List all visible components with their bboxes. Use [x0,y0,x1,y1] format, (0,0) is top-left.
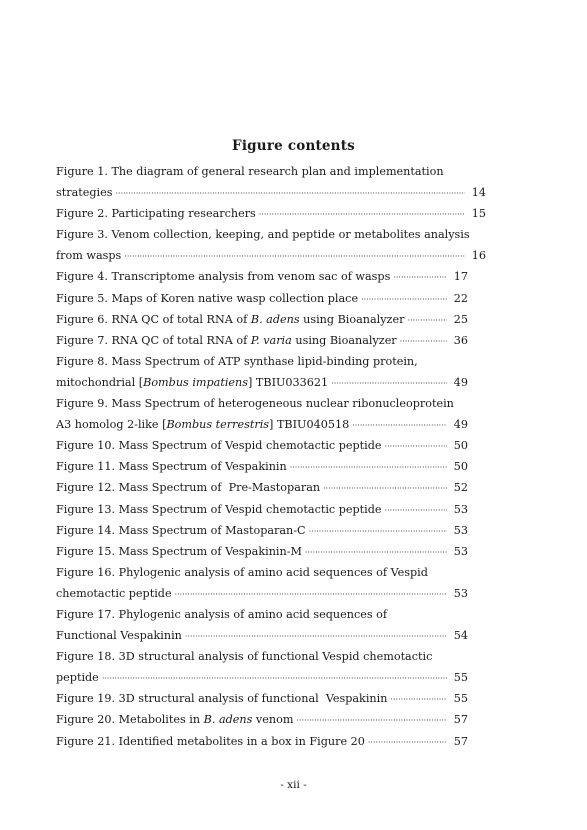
entry-line [56,224,486,245]
entry-text-post: ] TBIU040518 [269,418,350,432]
dot-leader [115,183,465,204]
entry-line[interactable] [56,667,468,688]
entry-page: 54 [453,629,468,643]
dot-leader [331,373,447,394]
entry-text-pre: Figure 7. RNA QC of total RNA of [56,333,251,347]
entry-line[interactable] [56,731,468,752]
entry-text-post: ] TBIU033621 [247,375,329,389]
entry-text-pre: Figure 6. RNA QC of total RNA of [56,312,251,326]
entry-line[interactable] [56,266,468,287]
entry-page: 53 [453,544,468,558]
entry-page: 15 [471,207,486,221]
entry-page: 55 [453,671,468,685]
entry-line[interactable] [56,245,486,266]
dot-leader [309,521,447,542]
entry-text: from wasps [56,249,122,263]
entry-line[interactable] [56,330,468,351]
page-number: - xii - [280,779,307,791]
entry-text [56,372,328,393]
entry-text: Figure 14. Mass Spectrum of Mastoparan-C [56,523,306,537]
entry-text [56,414,349,435]
entry-line[interactable] [56,688,468,709]
entry-text: Figure 18. 3D structural analysis of functional Vespid chemotactic [56,650,433,664]
entry-text [56,330,397,351]
entry-page: 49 [453,418,468,432]
entry-line[interactable] [56,182,486,203]
dot-leader [385,436,447,457]
entry-text: Figure 9. Mass Spectrum of heterogeneous nuclear ribonucleoprotein [56,397,454,411]
dot-leader [393,267,447,288]
entry-line [56,161,486,182]
dot-leader [385,500,447,521]
dot-leader [296,710,447,731]
entry-page: 17 [453,270,468,284]
dot-leader [390,689,447,710]
entry-line[interactable] [56,625,468,646]
entry-text: chemotactic peptide [56,586,172,600]
entry-page: 57 [453,713,468,727]
entry-line [56,646,486,667]
entry-line[interactable] [56,709,468,730]
dot-leader [185,626,447,647]
species-name: B. adens [203,713,253,727]
entry-page: 14 [471,186,486,200]
entry-line[interactable] [56,499,468,520]
entry-line [56,604,486,625]
entry-line[interactable] [56,541,468,562]
dot-leader [352,415,447,436]
entry-page: 52 [453,481,468,495]
entry-text: peptide [56,671,99,685]
dot-leader [305,542,447,563]
entry-line[interactable] [56,583,468,604]
entry-text: Figure 13. Mass Spectrum of Vespid chemotactic peptide [56,502,382,516]
entry-text-post: using Bioanalyzer [299,312,405,326]
entry-text: Figure 16. Phylogenic analysis of amino acid sequences of Vespid [56,565,428,579]
entry-page: 49 [453,375,468,389]
entry-text [56,309,404,330]
entry-page: 16 [471,249,486,263]
dot-leader [407,310,447,331]
dot-leader [124,246,465,267]
entry-text-pre: Figure 20. Metabolites in [56,713,204,727]
entry-text-post: using Bioanalyzer [291,333,397,347]
entry-text: Figure 3. Venom collection, keeping, and peptide or metabolites analysis [56,228,470,242]
species-name: Bombus impatiens [143,375,248,389]
entry-text: Figure 10. Mass Spectrum of Vespid chemotactic peptide [56,439,382,453]
entry-page: 36 [453,333,468,347]
page-title: Figure contents [232,138,355,154]
dot-leader [361,289,447,310]
entry-text-pre: A3 homolog 2-like [ [56,418,167,432]
entry-text: Figure 8. Mass Spectrum of ATP synthase lipid-binding protein, [56,354,418,368]
dot-leader [259,204,465,225]
dot-leader [175,584,447,605]
species-name: B. adens [250,312,300,326]
entry-text-post: venom [252,713,294,727]
dot-leader [290,457,447,478]
entry-line[interactable] [56,203,486,224]
entry-line[interactable] [56,435,468,456]
entry-text: Figure 19. 3D structural analysis of functional Vespakinin [56,692,388,706]
entry-page: 53 [453,523,468,537]
entry-text: Functional Vespakinin [56,629,182,643]
entry-text: Figure 11. Mass Spectrum of Vespakinin [56,460,287,474]
species-name: Bombus terrestris [166,418,270,432]
entry-page: 50 [453,439,468,453]
entry-text: Figure 21. Identified metabolites in a box in Figure 20 [56,734,365,748]
entry-line[interactable] [56,477,468,498]
dot-leader [102,668,447,689]
entry-text: Figure 5. Maps of Koren native wasp collection place [56,291,359,305]
entry-text [56,709,293,730]
entry-line[interactable] [56,288,468,309]
entry-line[interactable] [56,372,468,393]
entry-text: Figure 1. The diagram of general research plan and implementation [56,165,444,178]
entry-line[interactable] [56,414,468,435]
entry-page: 53 [453,586,468,600]
entry-line [56,393,486,414]
dot-leader [368,732,447,753]
entry-text: Figure 12. Mass Spectrum of Pre-Mastoparan [56,481,321,495]
entry-line[interactable] [56,520,468,541]
entry-page: 25 [453,312,468,326]
entry-text: Figure 17. Phylogenic analysis of amino acid sequences of [56,607,388,621]
entry-page: 50 [453,460,468,474]
entry-text: strategies [56,186,113,200]
dot-leader [400,331,447,352]
entry-text: Figure 15. Mass Spectrum of Vespakinin-M [56,544,302,558]
entry-page: 53 [453,502,468,516]
entry-page: 22 [453,291,468,305]
entry-text: Figure 2. Participating researchers [56,207,256,221]
entry-line [56,351,486,372]
entry-line[interactable] [56,456,468,477]
entry-text: Figure 4. Transcriptome analysis from venom sac of wasps [56,270,391,284]
entry-page: 57 [453,734,468,748]
entry-line [56,562,486,583]
entry-text-pre: mitochondrial [ [56,375,144,389]
entry-line[interactable] [56,309,468,330]
entry-page: 55 [453,692,468,706]
species-name: P. varia [250,333,292,347]
dot-leader [323,478,447,499]
figure-contents-list [56,161,486,752]
